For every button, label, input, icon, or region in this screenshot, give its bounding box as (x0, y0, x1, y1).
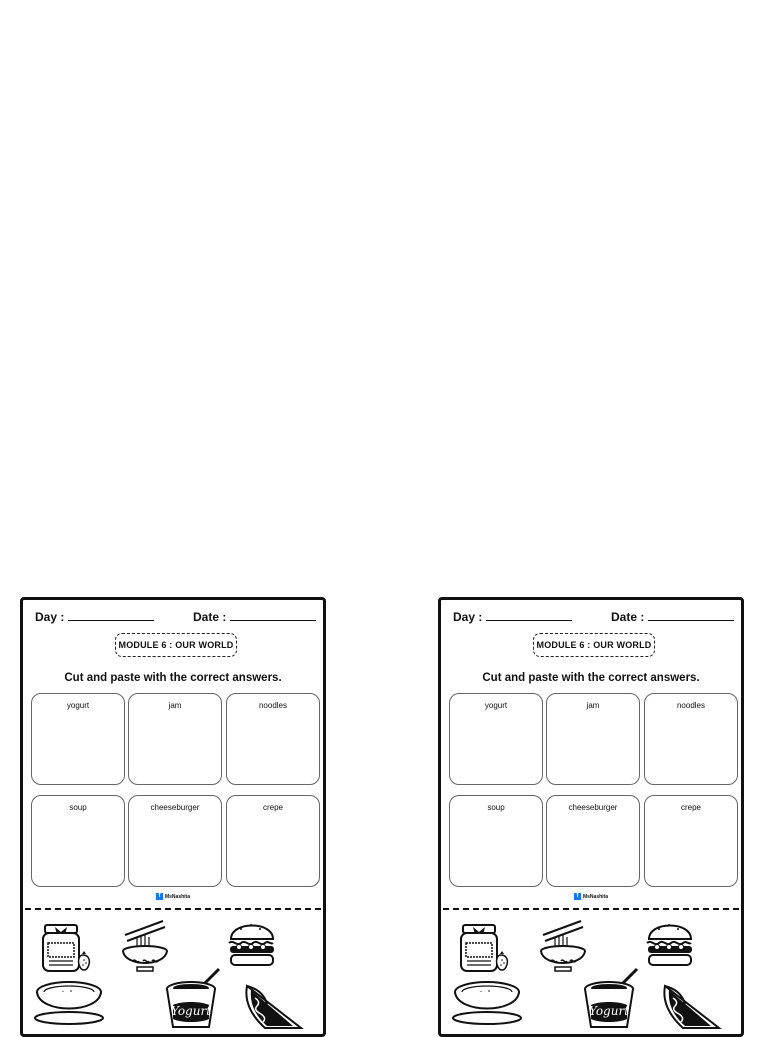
jam-jar-icon (37, 917, 97, 975)
answer-box-yogurt (31, 693, 125, 785)
answer-box-label: jam (586, 701, 600, 710)
answer-box-soup (31, 795, 125, 887)
module-badge: MODULE 6 : OUR WORLD (115, 633, 237, 657)
crepe-icon (659, 978, 725, 1034)
facebook-icon: f (574, 893, 581, 900)
facebook-icon: f (156, 893, 163, 900)
day-field (453, 608, 572, 624)
day-field (35, 608, 154, 624)
crepe-icon (241, 978, 307, 1034)
burger-icon (643, 917, 699, 973)
answer-box-crepe (226, 795, 320, 887)
credit-name: MsNashita (582, 893, 608, 900)
date-blank-line (648, 608, 734, 621)
answer-box-jam (128, 693, 222, 785)
credit-name: MsNashita (164, 893, 190, 900)
day-label: Day : (35, 610, 65, 624)
answer-box-cheeseburger (128, 795, 222, 887)
svg-text:Yogurt: Yogurt (170, 1004, 212, 1018)
answer-box-cheeseburger (546, 795, 640, 887)
answer-box-label: noodles (258, 701, 288, 710)
worksheet-right (438, 597, 744, 1037)
answer-box-label: crepe (680, 803, 701, 812)
date-field (611, 608, 734, 624)
answer-box-label: crepe (262, 803, 283, 812)
soup-bowl-icon (451, 980, 523, 1030)
yogurt-cup-icon (163, 965, 227, 1035)
credit (23, 893, 323, 900)
burger-icon (225, 917, 281, 973)
answer-box-label: noodles (676, 701, 706, 710)
answer-box-label: cheeseburger (150, 803, 200, 812)
answer-box-label: jam (168, 701, 182, 710)
day-blank-line (486, 608, 572, 621)
day-blank-line (68, 608, 154, 621)
instruction-text: Cut and paste with the correct answers. (64, 672, 282, 684)
yogurt-cup-icon (581, 965, 645, 1035)
cut-line (443, 908, 739, 910)
date-label: Date : (193, 610, 227, 624)
answer-box-noodles (644, 693, 738, 785)
answer-box-label: soup (487, 803, 505, 812)
answer-box-label: yogurt (66, 701, 90, 710)
jam-jar-icon (455, 917, 515, 975)
answer-box-label: soup (69, 803, 87, 812)
date-label: Date : (611, 610, 645, 624)
date-field (193, 608, 316, 624)
credit (441, 893, 741, 900)
answer-box-soup (449, 795, 543, 887)
soup-bowl-icon (33, 980, 105, 1030)
cut-line (25, 908, 321, 910)
module-badge: MODULE 6 : OUR WORLD (533, 633, 655, 657)
date-blank-line (230, 608, 316, 621)
worksheet-left (20, 597, 326, 1037)
answer-box-yogurt (449, 693, 543, 785)
answer-box-label: cheeseburger (568, 803, 618, 812)
answer-box-jam (546, 693, 640, 785)
answer-box-label: yogurt (484, 701, 508, 710)
answer-box-noodles (226, 693, 320, 785)
day-label: Day : (453, 610, 483, 624)
svg-text:Yogurt: Yogurt (588, 1004, 630, 1018)
answer-box-crepe (644, 795, 738, 887)
instruction-text: Cut and paste with the correct answers. (482, 672, 700, 684)
